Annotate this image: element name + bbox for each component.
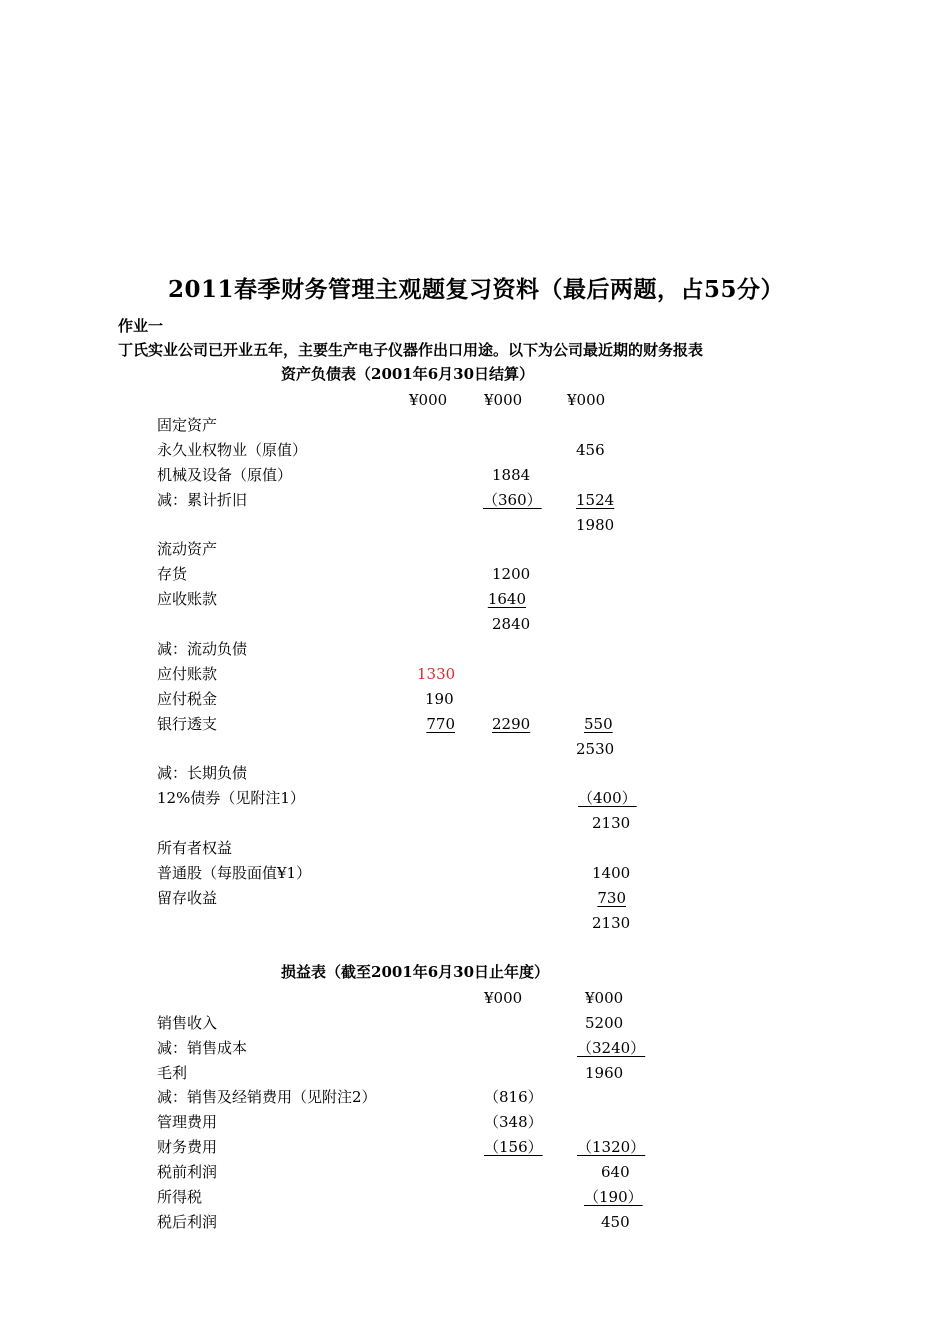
bs-row-label: 所有者权益 xyxy=(157,839,233,857)
balance-sheet-title: 资产负债表（2001年6月30日结算） xyxy=(281,365,535,383)
bs-row-label: 留存收益 xyxy=(157,889,218,907)
bs-row-label: 12%债券（见附注1） xyxy=(157,789,305,807)
bs-row-label: 减：流动负债 xyxy=(157,640,248,658)
bs-row-label: 永久业权物业（原值） xyxy=(157,441,308,459)
is-row-label: 税后利润 xyxy=(157,1213,218,1231)
is-row-label: 税前利润 xyxy=(157,1163,218,1181)
bs-row-label: 固定资产 xyxy=(157,416,218,434)
bs-cell-highlight: 1330 xyxy=(417,665,456,683)
bs-subtotal: 2530 xyxy=(576,740,615,758)
bs-row-label: 机械及设备（原值） xyxy=(157,466,293,484)
is-row-label: 减：销售成本 xyxy=(157,1039,248,1057)
bs-header-col3: ¥000 xyxy=(567,391,606,409)
is-header-col1: ¥000 xyxy=(484,989,523,1007)
bs-cell: 770 xyxy=(426,715,455,733)
bs-row-label: 减：累计折旧 xyxy=(157,491,248,509)
is-cell: （3240） xyxy=(577,1039,646,1057)
is-total: 450 xyxy=(601,1213,630,1231)
bs-header-col1: ¥000 xyxy=(409,391,448,409)
is-row-label: 管理费用 xyxy=(157,1113,218,1131)
is-row-label: 所得税 xyxy=(157,1188,203,1206)
is-cell: 640 xyxy=(601,1163,630,1181)
bs-cell: 456 xyxy=(576,441,605,459)
is-cell: （816） xyxy=(484,1088,543,1106)
bs-row-label: 减：长期负债 xyxy=(157,764,248,782)
is-row-label: 毛利 xyxy=(157,1064,188,1082)
is-cell: 5200 xyxy=(585,1014,624,1032)
bs-total: 2130 xyxy=(592,914,631,932)
bs-row-label: 银行透支 xyxy=(157,715,218,733)
bs-cell: 550 xyxy=(584,715,613,733)
bs-row-label: 应付账款 xyxy=(157,665,218,683)
bs-cell: 1884 xyxy=(492,466,531,484)
is-row-label: 减：销售及经销费用（见附注2） xyxy=(157,1088,377,1106)
page-title: 2011春季财务管理主观题复习资料（最后两题，占55分） xyxy=(168,276,785,303)
is-row-label: 销售收入 xyxy=(157,1014,218,1032)
bs-header-col2: ¥000 xyxy=(484,391,523,409)
bs-cell: 1400 xyxy=(592,864,631,882)
intro-paragraph: 丁氏实业公司已开业五年，主要生产电子仪器作出口用途。以下为公司最近期的财务报表 xyxy=(118,341,704,359)
bs-cell: （400） xyxy=(578,789,637,807)
income-statement-title: 损益表（截至2001年6月30日止年度） xyxy=(281,963,550,981)
bs-cell: 190 xyxy=(425,690,454,708)
is-cell: （190） xyxy=(584,1188,643,1206)
bs-cell: 2290 xyxy=(492,715,531,733)
bs-cell: 1200 xyxy=(492,565,531,583)
is-row-label: 财务费用 xyxy=(157,1138,218,1156)
bs-row-label: 应付税金 xyxy=(157,690,218,708)
bs-subtotal: 1980 xyxy=(576,516,615,534)
is-cell: 1960 xyxy=(585,1064,624,1082)
bs-row-label: 应收账款 xyxy=(157,590,218,608)
bs-row-label: 普通股（每股面值¥1） xyxy=(157,864,312,882)
bs-subtotal: 2840 xyxy=(492,615,531,633)
bs-cell: 1524 xyxy=(576,491,615,509)
is-header-col2: ¥000 xyxy=(585,989,624,1007)
assignment-heading: 作业一 xyxy=(118,317,164,335)
bs-cell: （360） xyxy=(483,491,542,509)
bs-row-label: 存货 xyxy=(157,565,188,583)
bs-subtotal: 2130 xyxy=(592,814,631,832)
bs-cell: 1640 xyxy=(487,590,526,608)
bs-row-label: 流动资产 xyxy=(157,540,218,558)
is-cell: （156） xyxy=(484,1138,543,1156)
bs-cell: 730 xyxy=(597,889,626,907)
is-cell: （1320） xyxy=(577,1138,646,1156)
is-cell: （348） xyxy=(484,1113,543,1131)
